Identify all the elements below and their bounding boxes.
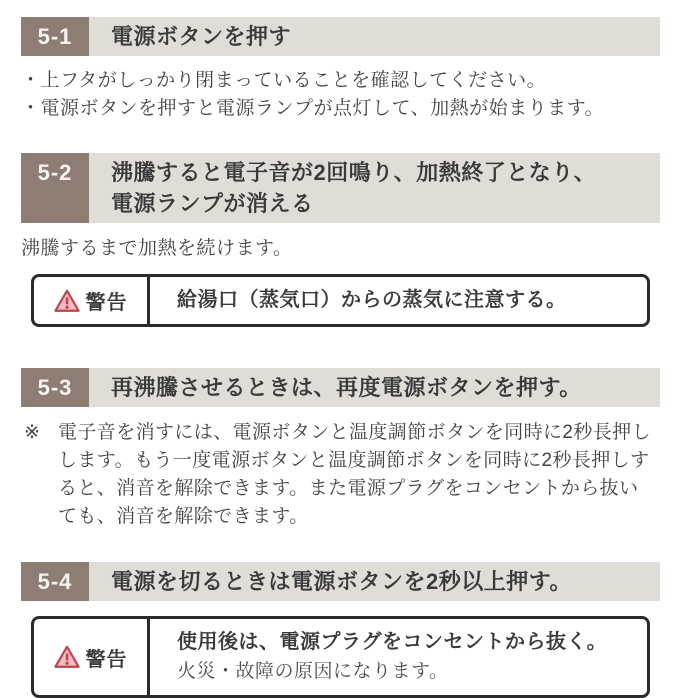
bullet-item: ・上フタがしっかり閉まっていることを確認してください。 — [21, 70, 547, 91]
warning-label-cell — [34, 619, 150, 695]
section-5-2-body: 沸騰するまで加熱を続けます。 — [21, 238, 293, 259]
section-title: 電源を切るときは電源ボタンを2秒以上押す。 — [111, 569, 572, 594]
section-title: 再沸騰させるときは、再度電源ボタンを押す。 — [111, 375, 582, 400]
bullet-item: ・電源ボタンを押すと電源ランプが点灯して、加熱が始まります。 — [21, 98, 605, 119]
section-number-badge: 5-3 — [21, 368, 89, 407]
warning-label: 警告 — [85, 292, 128, 314]
section-title: 電源ランプが消える — [111, 191, 314, 216]
warning-box-unplug — [31, 616, 650, 698]
section-number-badge: 5-2 — [21, 153, 89, 223]
section-title-bar — [89, 153, 660, 223]
section-header-5-3 — [21, 368, 660, 407]
warning-text: 使用後は、電源プラグをコンセントから抜く。 — [177, 631, 608, 653]
section-title-bar — [89, 368, 660, 407]
section-title-bar — [89, 17, 660, 56]
warning-box-steam — [31, 274, 650, 327]
section-title: 電源ボタンを押す — [111, 24, 292, 49]
section-number-badge: 5-4 — [21, 562, 89, 601]
section-title-bar — [89, 562, 660, 601]
warning-subtext: 火災・故障の原因になります。 — [177, 661, 449, 682]
warning-text-cell — [150, 619, 647, 695]
warning-triangle-icon — [54, 645, 80, 669]
section-5-3-note — [24, 419, 656, 531]
section-header-5-1 — [21, 17, 660, 56]
section-number-badge: 5-1 — [21, 17, 89, 56]
section-5-1-bullets — [21, 67, 680, 123]
section-title: 沸騰すると電子音が2回鳴り、加熱終了となり、 — [111, 160, 597, 185]
note-marker: ※ — [24, 422, 40, 443]
warning-triangle-icon — [54, 289, 80, 313]
warning-text: 給湯口（蒸気口）からの蒸気に注意する。 — [177, 289, 567, 311]
warning-label: 警告 — [85, 648, 128, 671]
section-header-5-4 — [21, 562, 660, 601]
warning-text-cell — [150, 277, 647, 324]
warning-label-cell — [34, 277, 150, 324]
section-header-5-2 — [21, 153, 660, 223]
note-text: 電子音を消すには、電源ボタンと温度調節ボタンを同時に2秒長押しします。もう一度電源ボタンと温度調節ボタンを同時に2秒長押しすると、消音を解除できます。また電源プラグをコンセントから抜いても、消音を解除できます。 — [58, 422, 651, 527]
